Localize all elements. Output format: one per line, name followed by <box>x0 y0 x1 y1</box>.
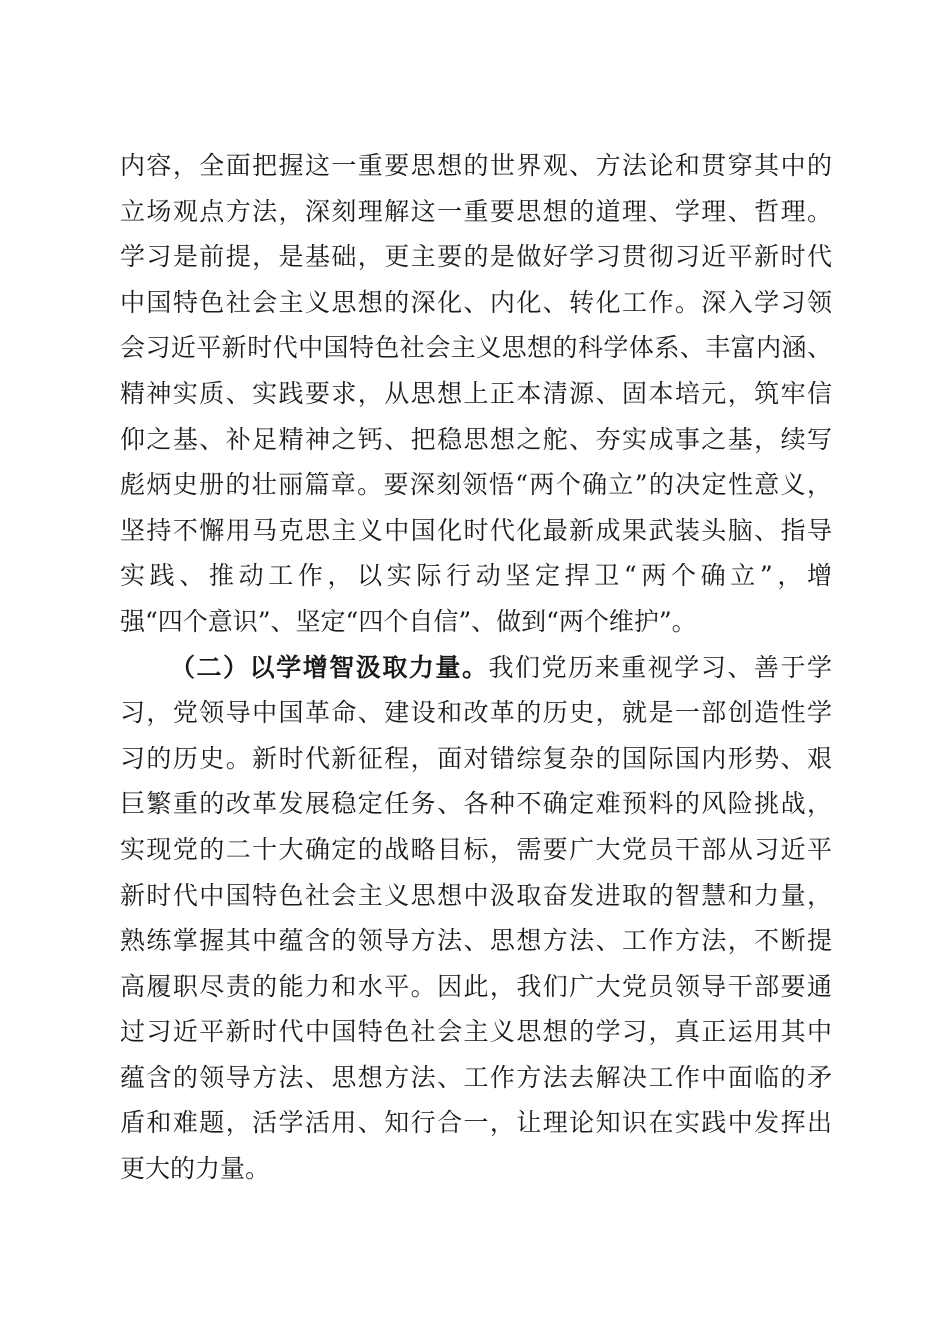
text-line: 熟练掌握其中蕴含的领导方法、思想方法、工作方法，不断提 <box>120 926 832 956</box>
text-line: 过习近平新时代中国特色社会主义思想的学习，真正运用其中 <box>120 1017 832 1047</box>
document-body <box>120 143 832 1192</box>
text-line: 蕴含的领导方法、思想方法、工作方法去解决工作中面临的矛 <box>120 1062 832 1092</box>
text-line: 仰之基、补足精神之钙、把稳思想之舵、夯实成事之基，续写 <box>120 424 832 454</box>
text-line: 高履职尽责的能力和水平。因此，我们广大党员领导干部要通 <box>120 971 832 1001</box>
paragraph-1 <box>120 143 832 645</box>
text-line: 巨繁重的改革发展稳定任务、各种不确定难预料的风险挑战， <box>120 789 832 819</box>
text-line: 更大的力量。 <box>120 1154 271 1184</box>
text-line: 中国特色社会主义思想的深化、内化、转化工作。深入学习领 <box>120 287 832 317</box>
text-line: 习的历史。新时代新征程，面对错综复杂的国际国内形势、艰 <box>120 743 832 773</box>
text-line: 习，党领导中国革命、建设和改革的历史，就是一部创造性学 <box>120 698 832 728</box>
heading-line-text: 我们党历来重视学习、善于学 <box>488 652 832 682</box>
text-line: 盾和难题，活学活用、知行合一，让理论知识在实践中发挥出 <box>120 1108 832 1138</box>
text-line: 精神实质、实践要求，从思想上正本清源、固本培元，筑牢信 <box>120 378 832 408</box>
text-line: 彪炳史册的壮丽篇章。要深刻领悟“两个确立”的决定性意义， <box>120 470 832 500</box>
text-line: 会习近平新时代中国特色社会主义思想的科学体系、丰富内涵、 <box>120 333 832 363</box>
text-line: 坚持不懈用马克思主义中国化时代化最新成果武装头脑、指导 <box>120 515 832 545</box>
section-heading: （二）以学增智汲取力量。 <box>170 652 489 682</box>
text-line <box>120 645 832 691</box>
text-line: 实践、推动工作，以实际行动坚定捍卫“两个确立”，增 <box>120 561 832 591</box>
paragraph-2 <box>120 645 832 1192</box>
text-line: 实现党的二十大确定的战略目标，需要广大党员干部从习近平 <box>120 834 832 864</box>
text-line: 内容，全面把握这一重要思想的世界观、方法论和贯穿其中的 <box>120 151 832 180</box>
text-line: 立场观点方法，深刻理解这一重要思想的道理、学理、哲理。 <box>120 196 832 226</box>
text-line: 强“四个意识”、坚定“四个自信”、做到“两个维护”。 <box>120 606 697 636</box>
text-line: 新时代中国特色社会主义思想中汲取奋发进取的智慧和力量， <box>120 880 832 910</box>
text-line: 学习是前提，是基础，更主要的是做好学习贯彻习近平新时代 <box>120 242 832 272</box>
